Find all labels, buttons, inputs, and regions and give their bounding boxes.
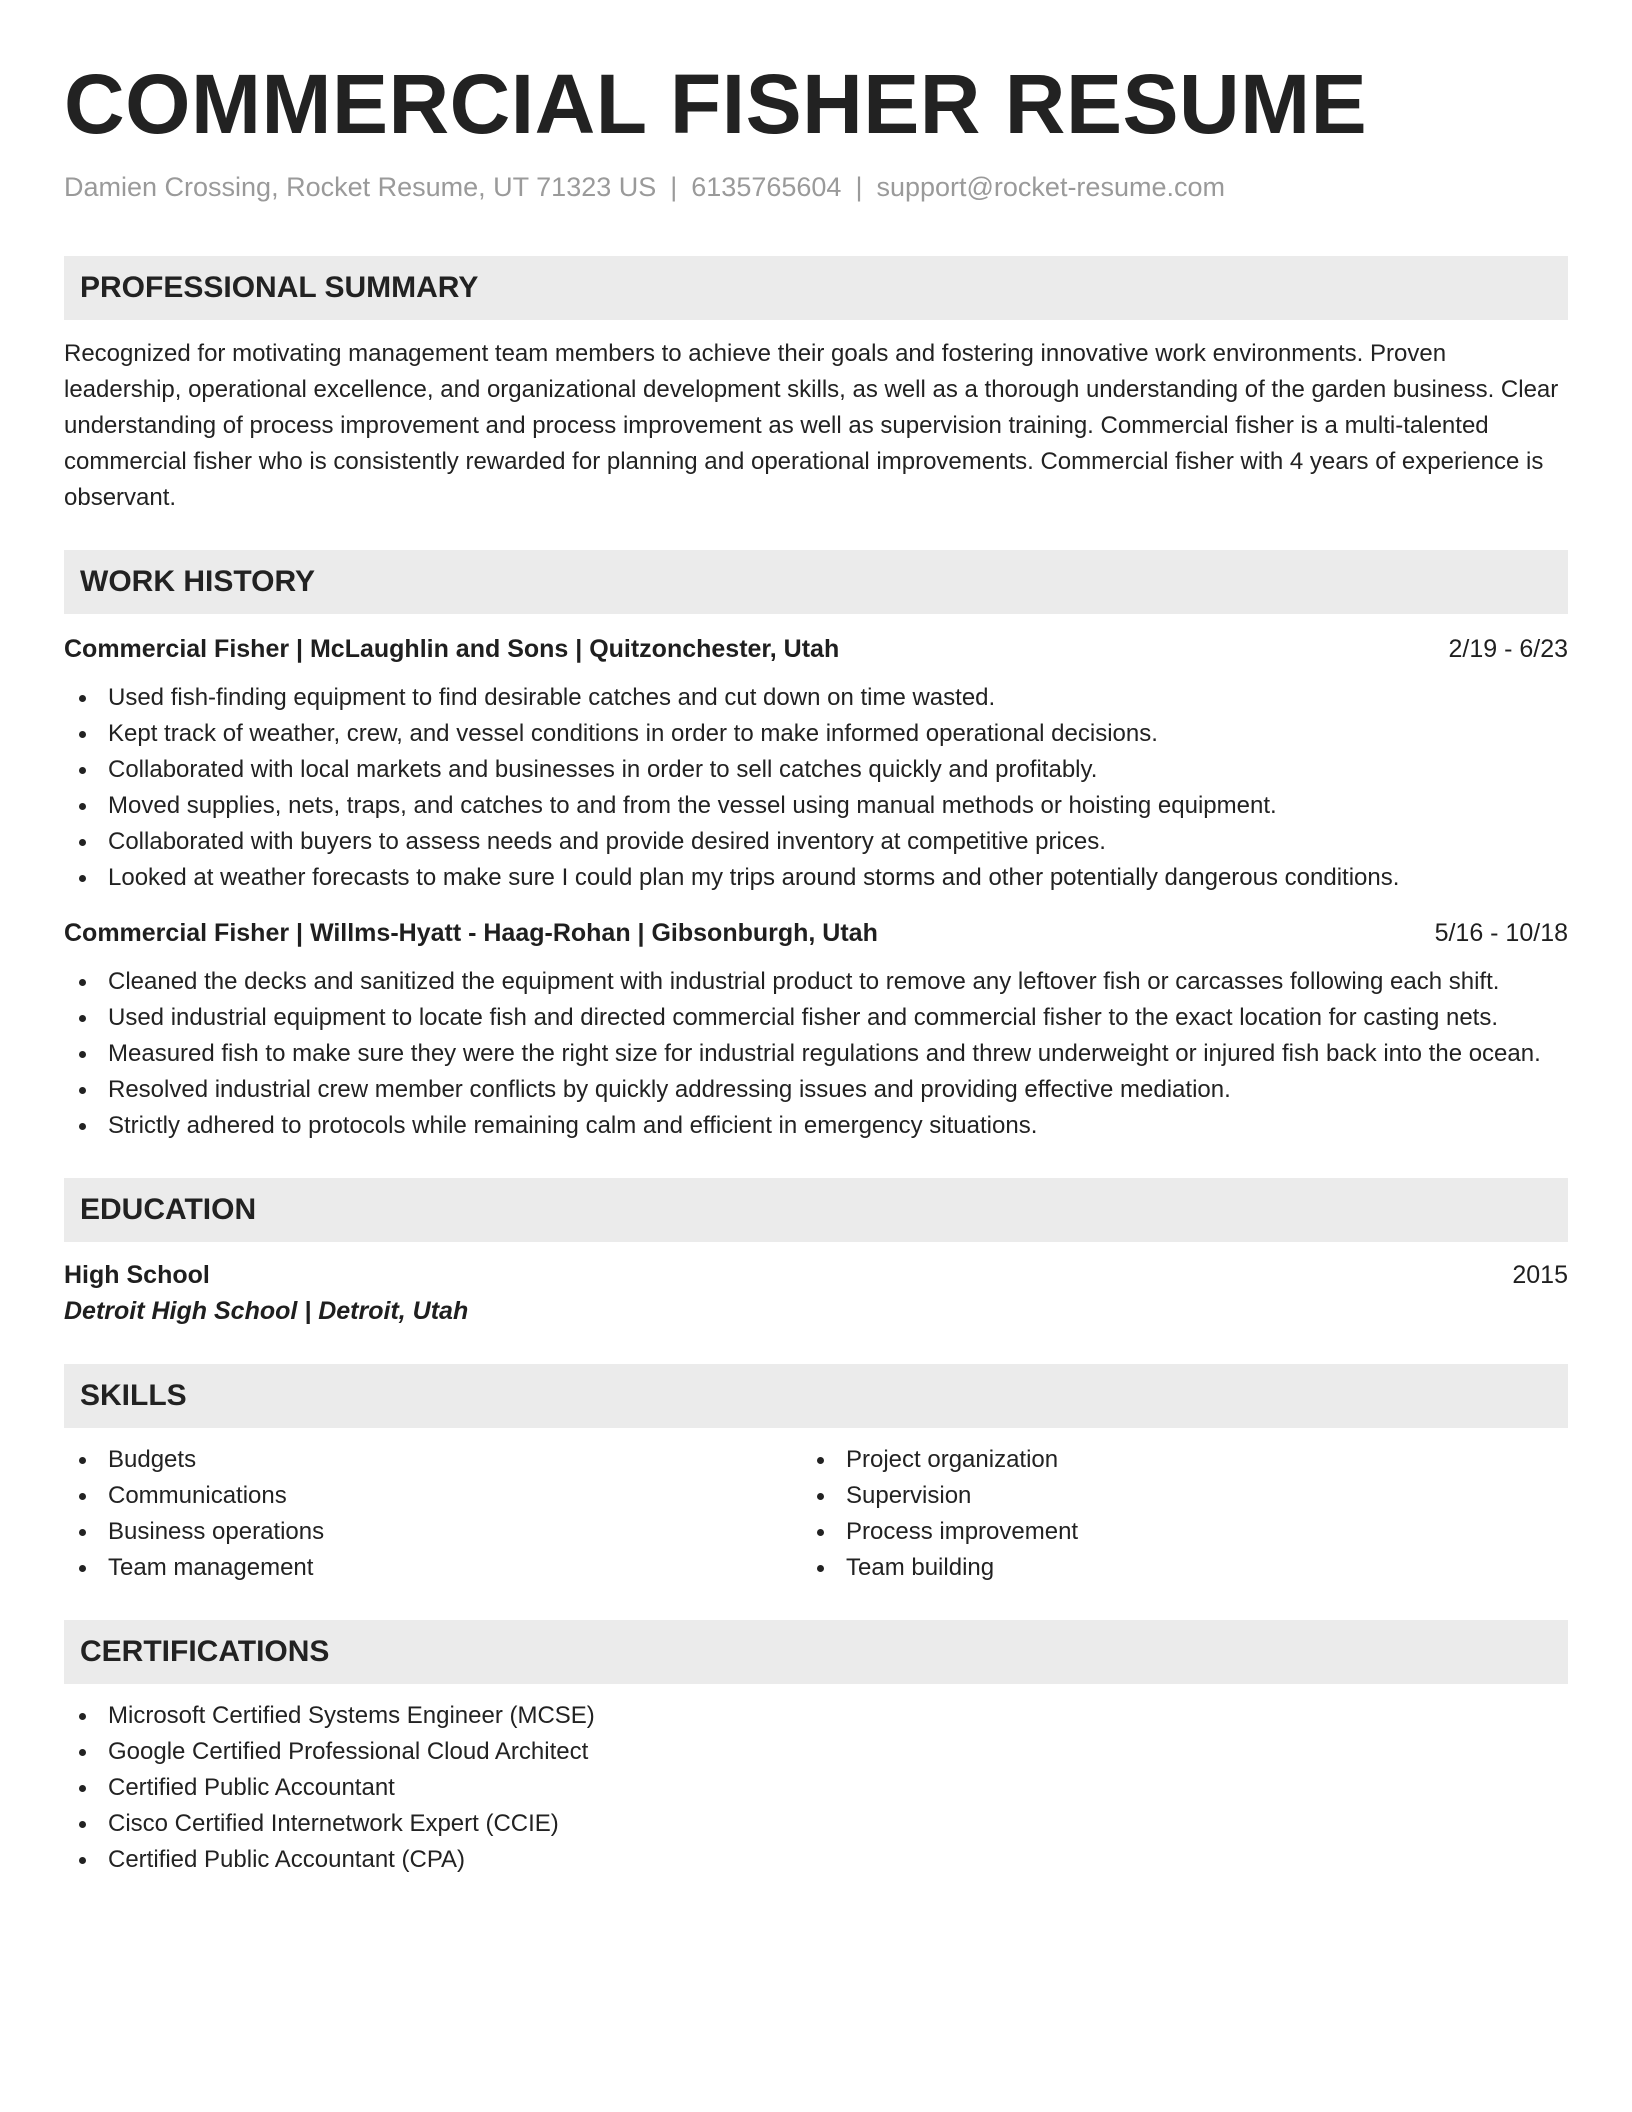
- skill-item: Project organization: [802, 1442, 1540, 1478]
- job-bullet: Used fish-finding equipment to find desirable catches and cut down on time wasted.: [64, 680, 1568, 716]
- skills-column-right: [802, 1442, 1540, 1586]
- job-title: Commercial Fisher | Willms-Hyatt - Haag-Rohan | Gibsonburgh, Utah: [64, 919, 878, 947]
- certification-item: Microsoft Certified Systems Engineer (MCSE): [64, 1698, 1568, 1734]
- job-bullet-list: [64, 964, 1568, 1144]
- job-entry: [64, 916, 1568, 1144]
- skills-column-left: [64, 1442, 802, 1586]
- skill-item: Budgets: [64, 1442, 802, 1478]
- education-degree: High School: [64, 1261, 210, 1289]
- contact-separator: |: [670, 172, 678, 202]
- certification-item: Google Certified Professional Cloud Architect: [64, 1734, 1568, 1770]
- job-bullet: Looked at weather forecasts to make sure I could plan my trips around storms and other potentially dangerous conditions.: [64, 860, 1568, 896]
- skill-item: Team building: [802, 1550, 1540, 1586]
- education-year: 2015: [1512, 1261, 1568, 1289]
- job-bullet-list: [64, 680, 1568, 896]
- job-bullet: Kept track of weather, crew, and vessel conditions in order to make informed operational decisions.: [64, 716, 1568, 752]
- job-title: Commercial Fisher | McLaughlin and Sons | Quitzonchester, Utah: [64, 635, 840, 663]
- certification-item: Cisco Certified Internetwork Expert (CCIE): [64, 1806, 1568, 1842]
- job-bullet: Moved supplies, nets, traps, and catches to and from the vessel using manual methods or hoisting equipment.: [64, 788, 1568, 824]
- contact-address: Damien Crossing, Rocket Resume, UT 71323 US: [64, 172, 657, 202]
- certifications-list: [64, 1698, 1568, 1878]
- certification-item: Certified Public Accountant (CPA): [64, 1842, 1568, 1878]
- job-bullet: Strictly adhered to protocols while remaining calm and efficient in emergency situations.: [64, 1108, 1568, 1144]
- skill-item: Supervision: [802, 1478, 1540, 1514]
- job-bullet: Collaborated with buyers to assess needs and provide desired inventory at competitive prices.: [64, 824, 1568, 860]
- job-dates: 5/16 - 10/18: [1434, 919, 1568, 947]
- job-entry: [64, 632, 1568, 896]
- contact-line: [64, 170, 1568, 204]
- certification-item: Certified Public Accountant: [64, 1770, 1568, 1806]
- job-bullet: Collaborated with local markets and businesses in order to sell catches quickly and profitably.: [64, 752, 1568, 788]
- job-header: [64, 632, 1568, 666]
- job-bullet: Resolved industrial crew member conflicts by quickly addressing issues and providing effective mediation.: [64, 1072, 1568, 1108]
- skill-item: Team management: [64, 1550, 802, 1586]
- education-school: Detroit High School | Detroit, Utah: [64, 1297, 469, 1325]
- section-heading-certifications: CERTIFICATIONS: [64, 1620, 1568, 1684]
- resume-title: COMMERCIAL FISHER RESUME: [64, 57, 1368, 151]
- section-heading-work-history: WORK HISTORY: [64, 550, 1568, 614]
- section-heading-summary: PROFESSIONAL SUMMARY: [64, 256, 1568, 320]
- skill-item: Process improvement: [802, 1514, 1540, 1550]
- skills-grid: [64, 1442, 1568, 1586]
- section-heading-education: EDUCATION: [64, 1178, 1568, 1242]
- education-header: [64, 1258, 1568, 1292]
- skill-item: Business operations: [64, 1514, 802, 1550]
- job-dates: 2/19 - 6/23: [1448, 635, 1568, 663]
- contact-email: support@rocket-resume.com: [876, 172, 1225, 202]
- summary-text: Recognized for motivating management team members to achieve their goals and fostering innovative work environments. Proven leadership, operational excellence, and organizational development skills, as well as a thorough understanding of the garden business. Clear understanding of process improvement and process improvement as well as supervision training. Commercial fisher is a multi-talented commercial fisher who is consistently rewarded for planning and operational improvements. Commercial fisher with 4 years of experience is observant.: [64, 340, 1559, 511]
- skill-item: Communications: [64, 1478, 802, 1514]
- job-bullet: Measured fish to make sure they were the right size for industrial regulations and threw underweight or injured fish back into the ocean.: [64, 1036, 1568, 1072]
- contact-phone: 6135765604: [691, 172, 842, 202]
- contact-separator: |: [855, 172, 863, 202]
- section-heading-skills: SKILLS: [64, 1364, 1568, 1428]
- job-bullet: Cleaned the decks and sanitized the equipment with industrial product to remove any leftover fish or carcasses following each shift.: [64, 964, 1568, 1000]
- job-header: [64, 916, 1568, 950]
- job-bullet: Used industrial equipment to locate fish and directed commercial fisher and commercial fisher to the exact location for casting nets.: [64, 1000, 1568, 1036]
